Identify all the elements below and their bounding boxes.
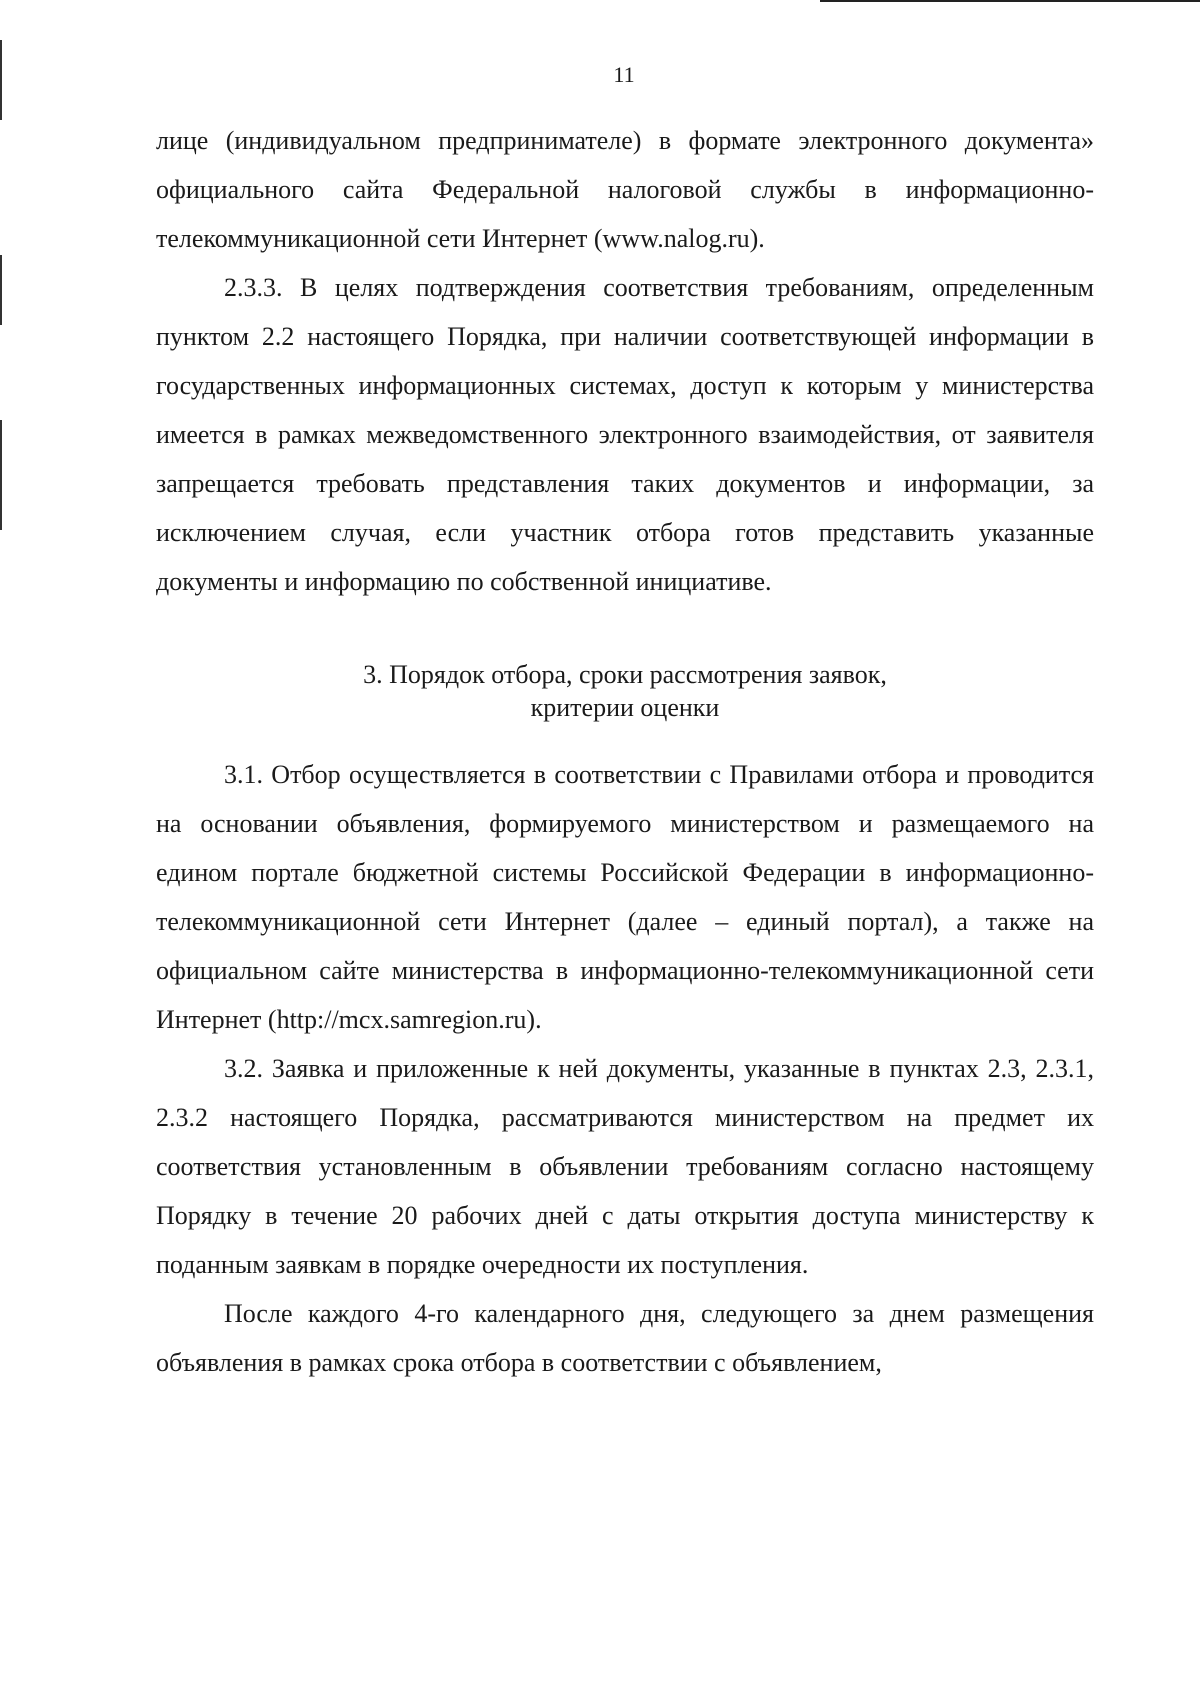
paragraph-2-3-3: 2.3.3. В целях подтверждения соответствия требованиям, определенным пунктом 2.2 настоящего Порядка, при наличии соответствующей информации в государственных информационных системах, доступ к которым у министерства имеется в рамках межведомственного электронного взаимодействия, от заявителя запрещается требовать представления таких документов и информации, за исключением случая, если участник отбора готов представить указанные документы и информацию по собственной инициативе. (156, 273, 1094, 596)
page-number: 11 (613, 62, 635, 87)
scan-edge-left (0, 420, 2, 530)
document-body (156, 116, 1094, 1387)
section-heading (156, 658, 1094, 724)
paragraph-3-1: 3.1. Отбор осуществляется в соответствии с Правилами отбора и проводится на основании объявления, формируемого министерством и размещаемого на едином портале бюджетной системы Российской Федерации в информационно-телекоммуникационной сети Интернет (далее – единый портал), а также на официальном сайте министерства в информационно-телекоммуникационной сети Интернет (http://mcx.samregion.ru). (156, 760, 1094, 1034)
scan-edge-left (0, 255, 2, 325)
section-heading-line-1: 3. Порядок отбора, сроки рассмотрения заявок, (363, 660, 887, 689)
paragraph-after-each-4th-day: После каждого 4-го календарного дня, следующего за днем размещения объявления в рамках срока отбора в соответствии с объявлением, (156, 1299, 1094, 1377)
paragraph-continued: лице (индивидуальном предпринимателе) в формате электронного документа» официального сайта Федеральной налоговой службы в информационно-телекоммуникационной сети Интернет (www.nalog.ru). (156, 126, 1094, 253)
section-heading-line-2: критерии оценки (530, 693, 720, 722)
paragraph-3-2: 3.2. Заявка и приложенные к ней документы, указанные в пунктах 2.3, 2.3.1, 2.3.2 настоящего Порядка, рассматриваются министерством на предмет их соответствия установленным в объявлении требованиям согласно настоящему Порядку в течение 20 рабочих дней с даты открытия доступа министерству к поданным заявкам в порядке очередности их поступления. (156, 1054, 1094, 1279)
scan-edge-top (820, 0, 1200, 2)
